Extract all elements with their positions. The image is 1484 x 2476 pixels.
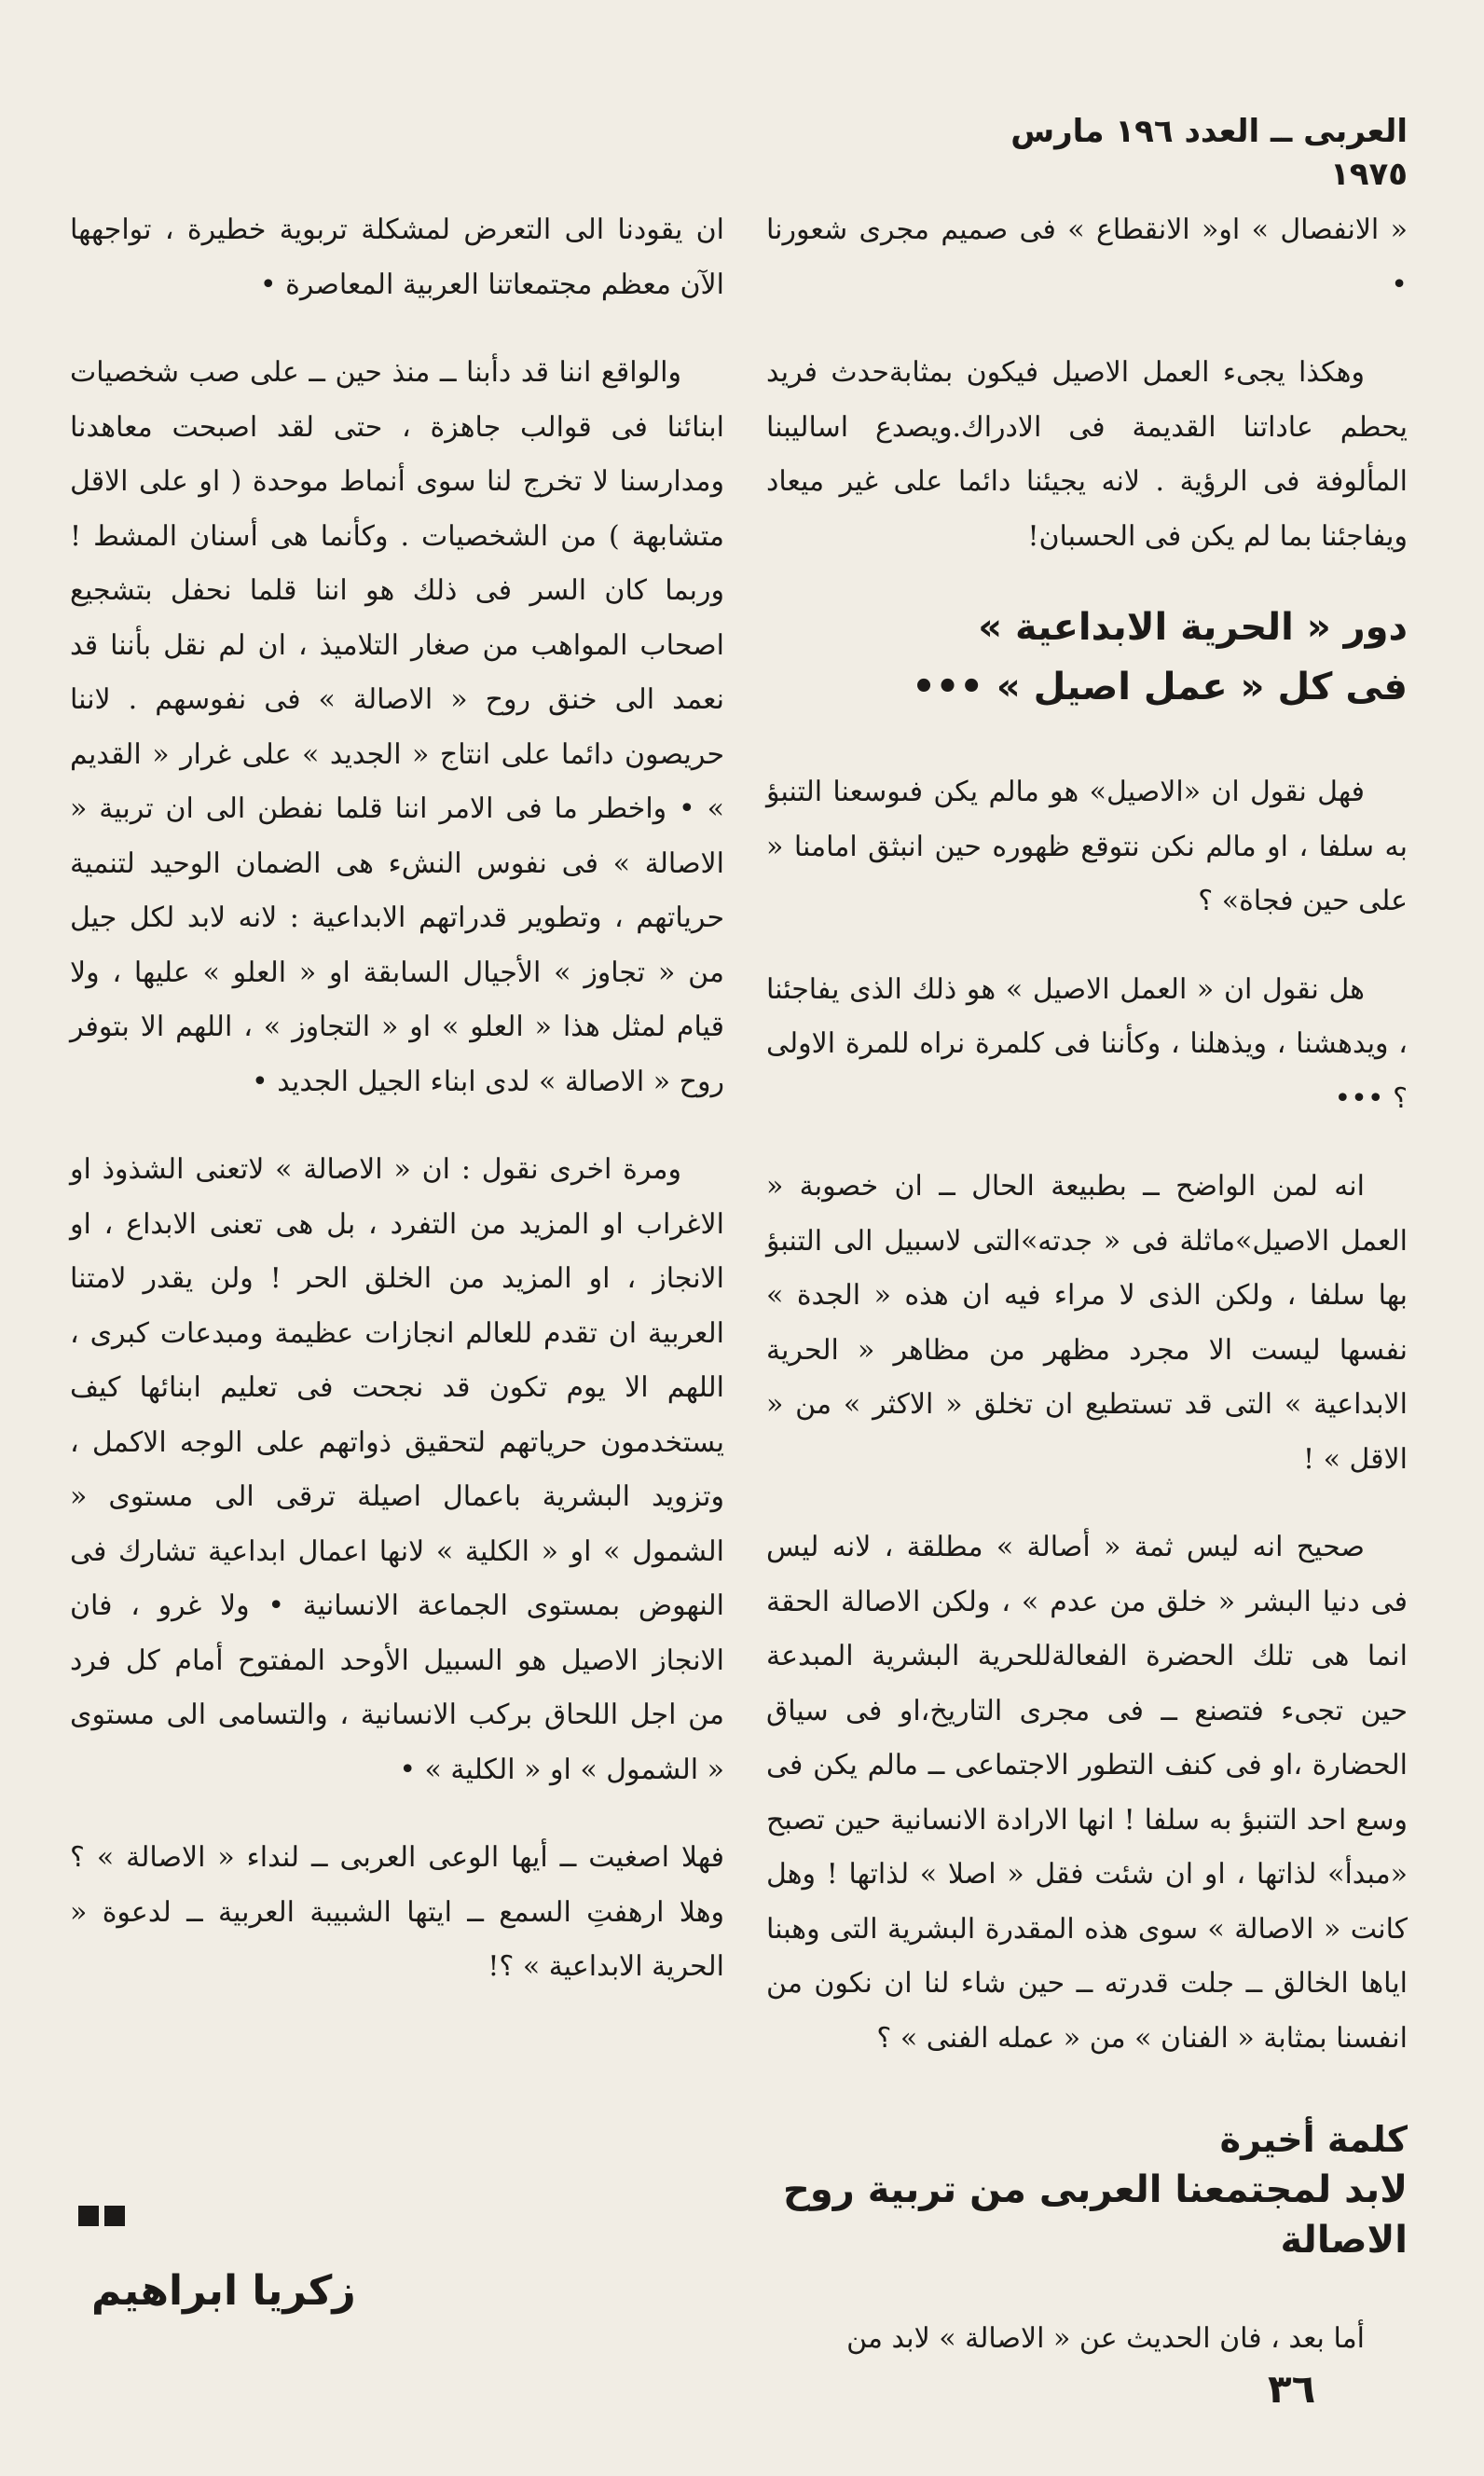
closing-heading-line2: الاصالة: [1280, 2219, 1408, 2262]
paragraph: والواقع اننا قد دأبنا ــ منذ حين ــ على صب شخصيات ابنائنا فى قوالب جاهزة ، حتى لقد اصبحت معاهدنا ومدارسنا لا تخرج لنا سوى أنماط موحدة ( او على الاقل متشابهة ) من الشخصيات . وكأنما هى أسنان المشط ! وربما كان السر فى ذلك هو اننا قلما نحفل بتشجيع اصحاب المواهب من صغار التلاميذ ، ان لم نقل بأننا قد نعمد الى خنق روح « الاصالة » فى نفوسهم . لاننا حريصون دائما على انتاج « الجديد » على غرار « القديم » • واخطر ما فى الامر اننا قلما نفطن الى ان تربية « الاصالة » فى نفوس النشء هى الضمان الوحيد لتنمية حرياتهم ، وتطوير قدراتهم الابداعية : لانه لابد لكل جيل من « تجاوز » الأجيال السابقة او « العلو » عليها ، ولا قيام لمثل هذا « العلو » او « التجاوز » ، اللهم الا بتوفر روح « الاصالة » لدى ابناء الجيل الجديد •: [70, 356, 724, 1098]
paragraph: وهكذا يجىء العمل الاصيل فيكون بمثابةحدث فريد يحطم عاداتنا القديمة فى الادراك.ويصدع اساليبنا المألوفة فى الرؤية . لانه يجيئنا دائما على غير ميعاد ويفاجئنا بما لم يكن فى الحسبان!: [766, 356, 1408, 553]
paragraph: ومرة اخرى نقول : ان « الاصالة » لاتعنى الشذوذ او الاغراب او المزيد من التفرد ، بل هى تعنى الابداع ، او الانجاز ، او المزيد من الخلق الحر ! ولن يقدر لامتنا العربية ان تقدم للعالم انجازات عظيمة ومبدعات كبرى ، اللهم الا يوم تكون قد نجحت فى تعليم ابنائها كيف يستخدمون حرياتهم لتحقيق ذواتهم على الوجه الاكمل ، وتزويد البشرية باعمال اصيلة ترقى الى مستوى « الشمول » او « الكلية » لانها اعمال ابداعية تشارك فى النهوض بمستوى الجماعة الانسانية • ولا غرو ، فان الانجاز الاصيل هو السبيل الأوحد المفتوح أمام كل فرد من اجل اللحاق بركب الانسانية ، والتسامى الى مستوى « الشمول » او « الكلية » •: [70, 1153, 724, 1786]
section-heading-line1: دور « الحرية الابداعية »: [978, 606, 1408, 649]
paragraph: فهل نقول ان «الاصيل» هو مالم يكن فىوسعنا التنبؤ به سلفا ، او مالم نكن نتوقع ظهوره حين انبثق امامنا « على حين فجاة» ؟: [766, 776, 1408, 917]
paragraph: فهلا اصغيت ــ أيها الوعى العربى ــ لنداء « الاصالة » ؟ وهلا ارهفتِ السمع ــ ايتها الشبيبة العربية ــ لدعوة « الحرية الابداعية » ؟!: [70, 1841, 724, 1983]
paragraph: هل نقول ان « العمل الاصيل » هو ذلك الذى يفاجئنا ، ويدهشنا ، ويذهلنا ، وكأننا فى كلمرة نراه للمرة الاولى ؟ •••: [766, 972, 1408, 1115]
closing-kicker: كلمة أخيرة: [1219, 2119, 1408, 2160]
end-mark: [78, 2206, 125, 2226]
paragraph: صحيح انه ليس ثمة « أصالة » مطلقة ، لانه ليس فى دنيا البشر « خلق من عدم » ، ولكن الاصالة الحقة انما هى تلك الحضرة الفعالةللحرية البشرية المبدعة حين تجىء فتصنع ــ فى مجرى التاريخ،او فى سياق الحضارة ،او فى كنف التطور الاجتماعى ــ مالم يكن فى وسع احد التنبؤ به سلفا ! انها الارادة الانسانية حين تصبح «مبدأ» لذاتها ، او ان شئت فقل « اصلا » لذاتها ! وهل كانت « الاصالة » سوى هذه المقدرة البشرية التى وهبنا اياها الخالق ــ جلت قدرته ــ حين شاء لنا ان نكون من انفسنا بمثابة « الفنان » من « عمله الفنى » ؟: [766, 1531, 1408, 2055]
right-column: [766, 203, 1408, 2400]
paragraph: « الانفصال » او« الانقطاع » فى صميم مجرى شعورنا •: [766, 213, 1408, 301]
paragraph: انه لمن الواضح ــ بطبيعة الحال ــ ان خصوبة « العمل الاصيل»ماثلة فى « جدته»التى لاسبيل الى التنبؤ بها سلفا ، ولكن الذى لا مراء فيه ان هذه « الجدة » نفسها ليست الا مجرد مظهر من مظاهر « الحرية الابداعية » التى قد تستطيع ان تخلق « الاكثر » من « الاقل » !: [766, 1170, 1408, 1476]
closing-heading-line1: لابد لمجتمعنا العربى من تربية روح: [783, 2168, 1408, 2211]
paragraph: أما بعد ، فان الحديث عن « الاصالة » لابد من: [846, 2322, 1365, 2355]
paragraph: ان يقودنا الى التعرض لمشكلة تربوية خطيرة ، تواجهها الآن معظم مجتمعاتنا العربية المعاصرة •: [70, 213, 724, 301]
page-number: ٣٦: [1268, 2366, 1316, 2412]
section-heading: [766, 598, 1408, 717]
running-header: العربى ــ العدد ١٩٦ مارس ١٩٧٥: [1010, 113, 1408, 193]
author-name: زكريا ابراهيم: [91, 2267, 356, 2315]
closing-heading: [766, 2114, 1408, 2265]
section-heading-line2: فى كل « عمل اصيل » •••: [912, 666, 1408, 708]
left-column: [70, 203, 724, 2029]
